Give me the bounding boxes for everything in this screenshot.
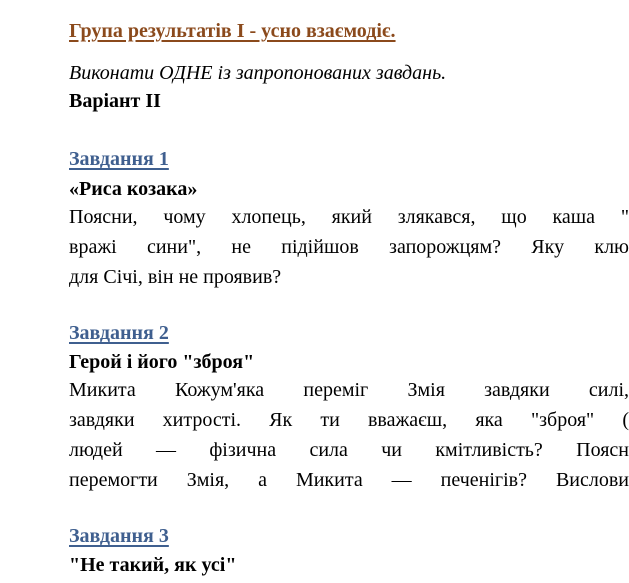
task-1-line-2: вражі сини", не підійшов запорожцям? Яку клю	[69, 236, 629, 258]
task-1-title: «Риса козака»	[69, 178, 198, 200]
task-2-line-3: людей — фізична сила чи кмітливість? Поясн	[69, 439, 629, 461]
task-2-line-2: завдяки хитрості. Як ти вважаєш, яка "зброя" (	[69, 409, 629, 431]
task-3-heading: Завдання 3	[69, 525, 169, 547]
task-1-heading: Завдання 1	[69, 148, 169, 170]
task-2-line-4: перемогти Змія, а Микита — печенігів? Вислови	[69, 469, 629, 491]
task-1-line-3: для Січі, він не проявив?	[69, 266, 282, 288]
task-2-line-1: Микита Кожум'яка переміг Змія завдяки силі,	[69, 379, 629, 401]
task-2-title: Герой і його "зброя"	[69, 351, 255, 373]
task-2-heading: Завдання 2	[69, 322, 169, 344]
instruction-text: Виконати ОДНЕ із запропонованих завдань.	[69, 62, 447, 84]
variant-label: Варіант ІІ	[69, 90, 161, 112]
group-title: Група результатів І - усно взаємодіє.	[69, 20, 396, 42]
task-1-line-1: Поясни, чому хлопець, який злякався, що каша "	[69, 206, 629, 228]
task-3-title: "Не такий, як усі"	[69, 554, 237, 576]
